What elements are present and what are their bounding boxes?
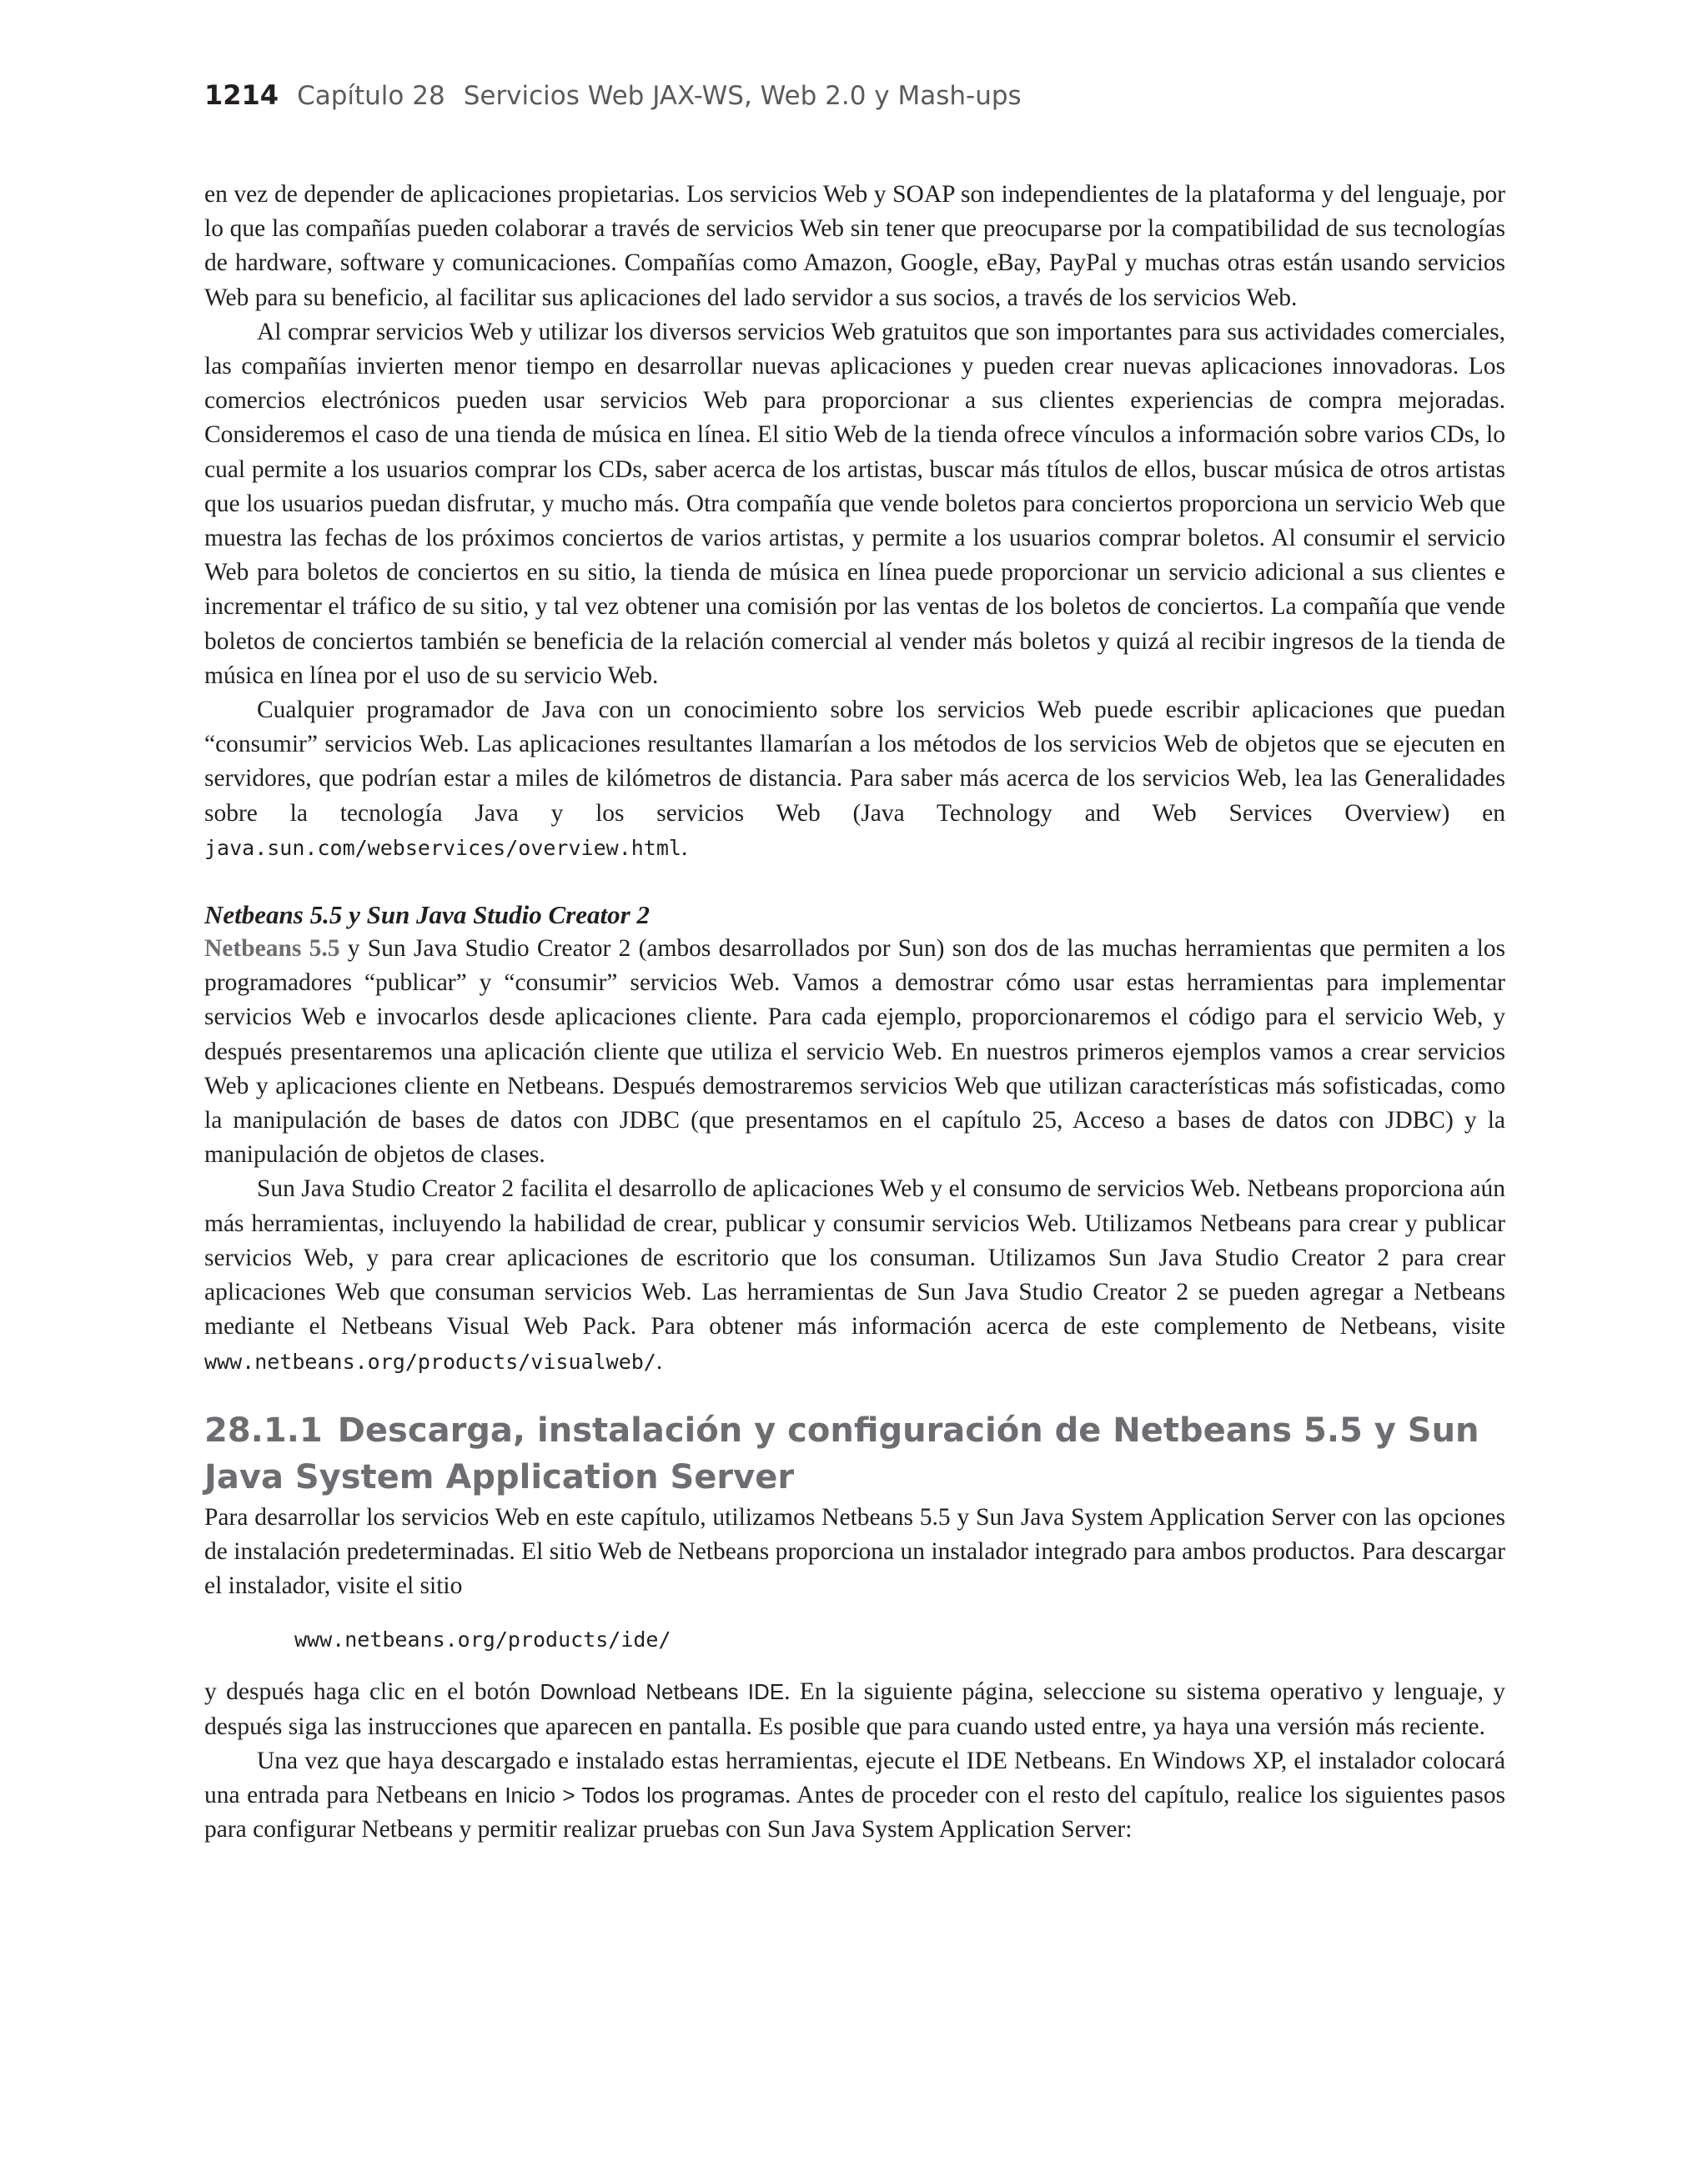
intro-paragraph-3	[204, 693, 1505, 865]
netbeans-paragraph-2	[204, 1172, 1505, 1378]
overview-url: java.sun.com/webservices/overview.html	[204, 835, 681, 860]
body-text	[204, 178, 1505, 1847]
netbeans-paragraph-1	[204, 932, 1505, 1172]
download-button-label: Download Netbeans IDE	[540, 1679, 785, 1705]
netbeans-subheading: Netbeans 5.5 y Sun Java Studio Creator 2	[204, 900, 650, 930]
netbeans-paragraph-1-text: y Sun Java Studio Creator 2 (ambos desarrollados por Sun) son dos de las muchas herramientas que permiten a los programadores “publicar” y “consumir” servicios Web. Vamos a demostrar cómo usar estas herramientas para implementar servicios Web e invocarlos desde aplicaciones cliente. Para cada ejemplo, proporcionaremos el código para el servicio Web, y después presentaremos una aplicación cliente que utiliza el servicio Web. En nuestros primeros ejemplos vamos a crear servicios Web y aplicaciones cliente en Netbeans. Después demostraremos servicios Web que utilizan características más sofisticadas, como la manipulación de bases de datos con JDBC (que presentamos en el capítulo 25, Acceso a bases de datos con JDBC) y la manipulación de objetos de clases.	[204, 935, 1505, 1169]
section-paragraph-2-start: y después haga clic en el botón	[204, 1678, 540, 1706]
intro-paragraph-3-end: .	[681, 833, 688, 861]
netbeans-paragraph-2-text: Sun Java Studio Creator 2 facilita el desarrollo de aplicaciones Web y el consumo de servicios Web. Netbeans proporciona aún más herramientas, incluyendo la habilidad de crear, publicar y consumir servicios Web. Utilizamos Netbeans para crear y publicar servicios Web, y para crear aplicaciones de escritorio que los consuman. Utilizamos Sun Java Studio Creator 2 para crear aplicaciones Web que consuman servicios Web. Las herramientas de Sun Java Studio Creator 2 se pueden agregar a Netbeans mediante el Netbeans Visual Web Pack. Para obtener más información acerca de este complemento de Netbeans, visite	[204, 1175, 1505, 1341]
visualweb-url: www.netbeans.org/products/visualweb/	[204, 1349, 656, 1374]
intro-paragraph-2: Al comprar servicios Web y utilizar los diversos servicios Web gratuitos que son importantes para sus actividades comerciales, las compañías invierten menor tiempo en desarrollar nuevas aplicaciones y pueden crear nuevas aplicaciones innovadoras. Los comercios electrónicos pueden usar servicios Web para proporcionar a sus clientes experiencias de compra mejoradas. Consideremos el caso de una tienda de música en línea. El sitio Web de la tienda ofrece vínculos a información sobre varios CDs, lo cual permite a los usuarios comprar los CDs, saber acerca de los artistas, buscar más títulos de ellos, buscar música de otros artistas que los usuarios puedan disfrutar, y mucho más. Otra compañía que vende boletos para conciertos proporciona un servicio Web que muestra las fechas de los próximos conciertos de varios artistas, y permite a los usuarios comprar boletos. Al consumir el servicio Web para boletos de conciertos en su sitio, la tienda de música en línea puede proporcionar un servicio adicional a sus clientes e incrementar el tráfico de su sitio, y tal vez obtener una comisión por las ventas de los boletos de conciertos. La compañía que vende boletos de conciertos también se beneficia de la relación comercial al vender más boletos y quizá al recibir ingresos de la tienda de música en línea por el uso de su servicio Web.	[204, 318, 1505, 689]
section-heading	[204, 1407, 1505, 1501]
intro-paragraph-1: en vez de depender de aplicaciones propietarias. Los servicios Web y SOAP son independientes de la plataforma y del lenguaje, por lo que las compañías pueden colaborar a través de servicios Web sin tener que preocuparse por la compatibilidad de sus tecnologías de hardware, software y comunicaciones. Compañías como Amazon, Google, eBay, PayPal y muchas otras están usando servicios Web para su beneficio, al facilitar sus aplicaciones del lado servidor a sus socios, a través de los servicios Web.	[204, 181, 1505, 311]
start-menu-path: Inicio > Todos los programas	[505, 1782, 786, 1808]
page	[204, 79, 1505, 1847]
netbeans-paragraph-2-end: .	[656, 1347, 663, 1375]
section-paragraph-1: Para desarrollar los servicios Web en este capítulo, utilizamos Netbeans 5.5 y Sun Java System Application Server con las opciones de instalación predeterminadas. El sitio Web de Netbeans proporciona un instalador integrado para ambos productos. Para descargar el instalador, visite el sitio	[204, 1503, 1505, 1600]
running-head	[204, 79, 1505, 121]
section-paragraph-2	[204, 1675, 1505, 1743]
page-number: 1214	[204, 79, 279, 111]
chapter-label: Capítulo 28	[297, 81, 445, 111]
section-paragraph-3-end: . Antes de proceder con el resto del capítulo, realice los siguientes pasos para configurar Netbeans y permitir realizar pruebas con Sun Java System Application Server:	[204, 1781, 1505, 1844]
section-number: 28.1.1	[204, 1411, 323, 1450]
ide-url-code: www.netbeans.org/products/ide/	[294, 1627, 671, 1652]
key-term-netbeans: Netbeans 5.5	[204, 935, 340, 963]
chapter-title: Servicios Web JAX-WS, Web 2.0 y Mash-ups	[463, 81, 1022, 111]
section-paragraph-2-end: . En la siguiente página, seleccione su sistema operativo y lenguaje, y después siga las instrucciones que aparecen en pantalla. Es posible que para cuando usted entre, ya haya una versión más reciente.	[204, 1678, 1505, 1740]
intro-paragraph-3-text: Cualquier programador de Java con un conocimiento sobre los servicios Web puede escribir aplicaciones que puedan “consumir” servicios Web. Las aplicaciones resultantes llamarían a los métodos de los servicios Web de objetos que se ejecuten en servidores, que podrían estar a miles de kilómetros de distancia. Para saber más acerca de los servicios Web, lea las Generalidades sobre la tecnología Java y los servicios Web (Java Technology and Web Services Overview) en	[204, 697, 1505, 827]
section-paragraph-3-start: Una vez que haya descargado e instalado estas herramientas, ejecute el IDE Netbeans. En Windows XP, el instalador colocará una entrada para Netbeans en	[204, 1747, 1505, 1808]
section-title: Descarga, instalación y configuración de Netbeans 5.5 y Sun Java System Application Server	[204, 1411, 1479, 1496]
section-paragraph-3	[204, 1744, 1505, 1848]
